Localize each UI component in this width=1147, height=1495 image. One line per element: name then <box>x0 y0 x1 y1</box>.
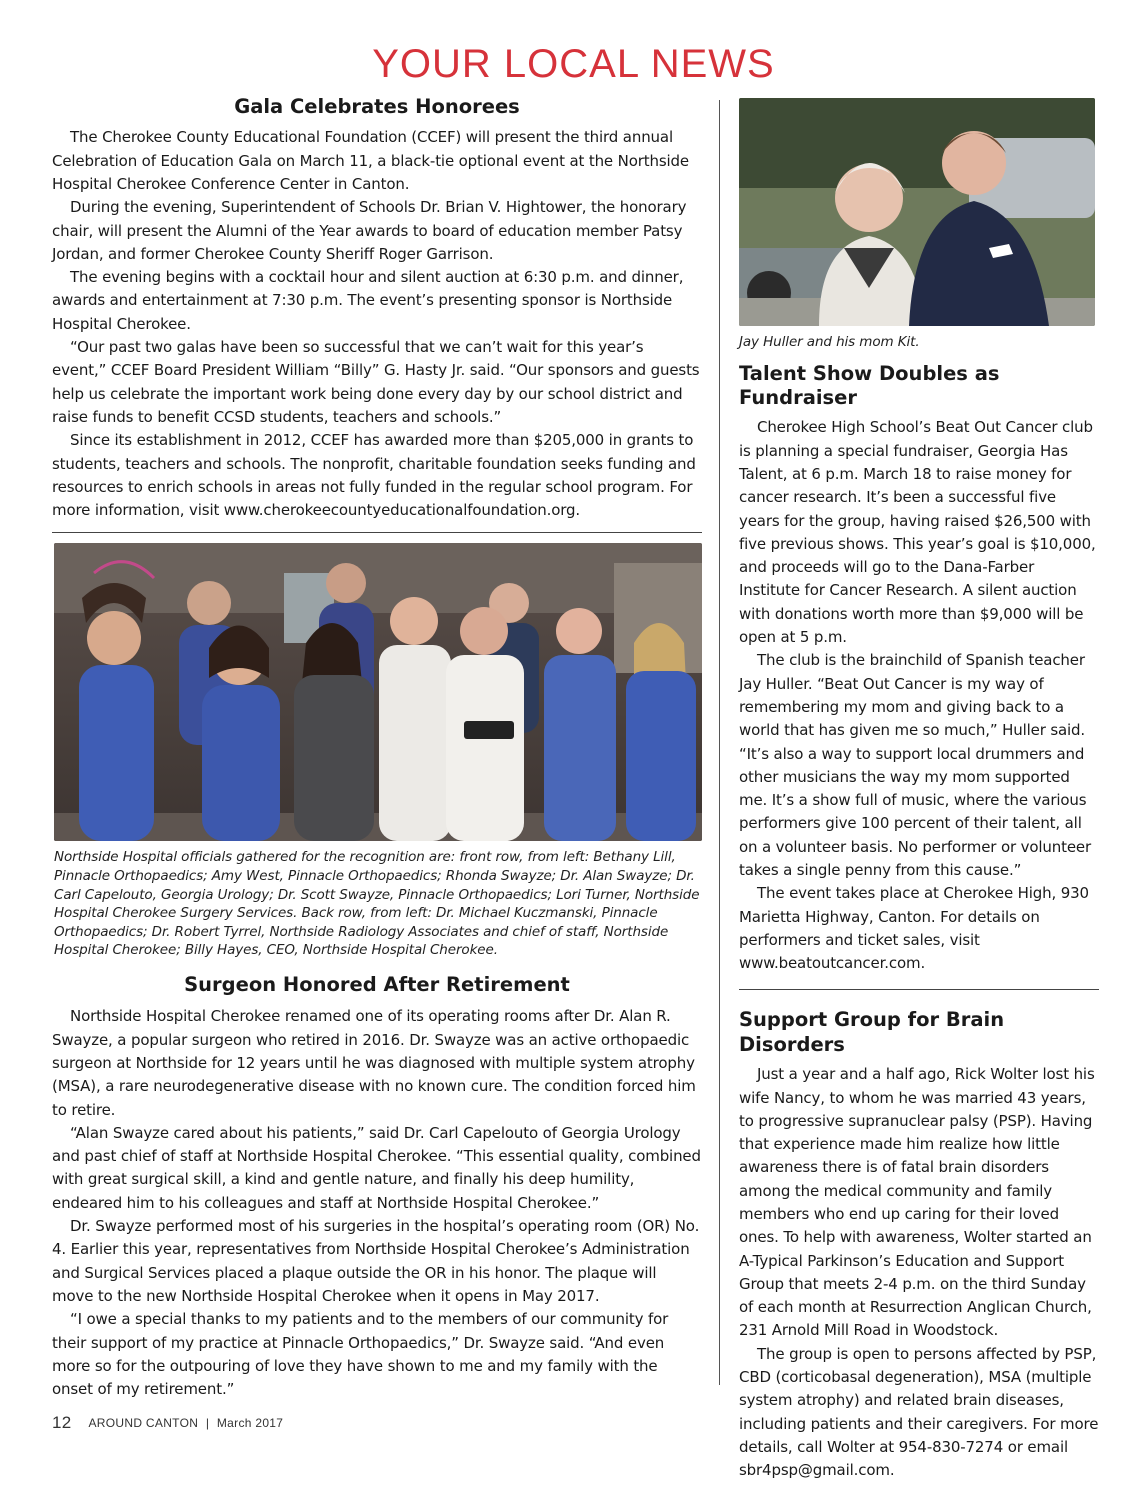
article-gala <box>52 95 702 522</box>
article-surgeon <box>52 973 702 1401</box>
paragraph: During the evening, Superintendent of Schools Dr. Brian V. Hightower, the honorary chair, will present the Alumni of the Year awards to board of education member Patsy Jordan, and former Cherokee County Sheriff Roger Garrison. <box>52 198 687 263</box>
huller-photo-image <box>739 98 1095 326</box>
paragraph: Northside Hospital Cherokee renamed one of its operating rooms after Dr. Alan R. Swayze, a popular surgeon who retired in 2016. Dr. Swayze was an active orthopaedic surgeon at Northside for 12 years until he was diagnosed with multiple system atrophy (MSA), a rare neurodegenerative disease with no known cure. The condition forced him to retire. <box>52 1007 696 1119</box>
paragraph: “Our past two galas have been so successful that we can’t wait for this year’s event,” CCEF Board President William “Billy” G. Hasty Jr. said. “Our sponsors and guests help us celebrate the important work being done every day by our school district and raise funds to benefit CCSD students, teachers and schools.” <box>52 338 700 426</box>
column-divider <box>719 100 720 1385</box>
right-column <box>739 95 1099 1483</box>
page-number: 12 <box>52 1413 72 1432</box>
paragraph: The club is the brainchild of Spanish teacher Jay Huller. “Beat Out Cancer is my way of remembering my mom and giving back to a world that has given me so much,” Huller said. “It’s also a way to support local drummers and other musicians the way my mom supported me. It’s a show full of music, where the various performers give 100 percent of their talent, all on a volunteer basis. No performer or volunteer takes a single penny from this cause.” <box>739 651 1091 879</box>
paragraph: Cherokee High School’s Beat Out Cancer club is planning a special fundraiser, Georgia Has Talent, at 6 p.m. March 18 to raise money for cancer research. It’s been a successful five years for the group, having raised $26,500 with five previous shows. This year’s goal is $10,000, and proceeds will go to the Dana-Farber Institute for Cancer Research. A silent auction with donations worth more than $9,000 will be open at 5 p.m. <box>739 418 1096 647</box>
paragraph: The event takes place at Cherokee High, 930 Marietta Highway, Canton. For details on performers and ticket sales, visit www.beatoutcancer.com. <box>739 884 1089 973</box>
group-photo-caption: Northside Hospital officials gathered for the recognition are: front row, from left: Bethany Lill, Pinnacle Orthopaedics; Amy West, Pinnacle Orthopaedics; Rhonda Swayze; Dr. Alan Swayze; Dr. Carl Capelouto, Georgia Urology; Dr. Scott Swayze, Pinnacle Orthopaedics; Lori Turner, Northside Hospital Cherokee Surgery Services. Back row, from left: Dr. Michael Kuczmanski, Pinnacle Orthopaedics; Dr. Robert Tyrrel, Northside Radiology Associates and chief of staff, Northside Hospital Cherokee; Billy Hayes, CEO, Northside Hospital Cherokee. <box>54 849 700 959</box>
page-footer <box>52 1413 283 1433</box>
headline-gala: Gala Celebrates Honorees <box>234 95 520 118</box>
publication-name: AROUND CANTON <box>88 1416 199 1430</box>
huller-photo-caption: Jay Huller and his mom Kit. <box>739 334 920 350</box>
footer-separator: | <box>205 1416 210 1430</box>
issue-date: March 2017 <box>216 1416 284 1430</box>
section-divider <box>739 989 1099 990</box>
paragraph: Since its establishment in 2012, CCEF has awarded more than $205,000 in grants to students, teachers and schools. The nonprofit, charitable foundation seeks funding and resources to enrich schools in areas not fully funded in the regular school program. For more information, visit www.cherokeecountyeducationalfoundation.org. <box>52 431 696 520</box>
left-column <box>52 95 702 1401</box>
paragraph: “Alan Swayze cared about his patients,” said Dr. Carl Capelouto of Georgia Urology and past chief of staff at Northside Hospital Cherokee. “This essential quality, combined with great surgical skill, a kind and gentle nature, and finally his deep humility, endeared him to his colleagues and staff at Northside Hospital Cherokee.” <box>52 1123 701 1212</box>
section-divider <box>52 532 702 533</box>
article-talent <box>739 362 1099 976</box>
paragraph: The evening begins with a cocktail hour and silent auction at 6:30 p.m. and dinner, awards and entertainment at 7:30 p.m. The event’s presenting sponsor is Northside Hospital Cherokee. <box>52 268 684 333</box>
paragraph: The group is open to persons affected by PSP, CBD (corticobasal degeneration), MSA (multiple system atrophy) and related brain diseases, including patients and their caregivers. For more details, call Wolter at 954-830-7274 or email sbr4psp@gmail.com. <box>739 1344 1099 1480</box>
section-masthead: YOUR LOCAL NEWS <box>372 42 775 86</box>
headline-support: Support Group for Brain Disorders <box>739 1008 1005 1056</box>
group-photo-image <box>54 543 702 841</box>
huller-photo <box>739 98 1095 326</box>
paragraph: “I owe a special thanks to my patients and to the members of our community for their support of my practice at Pinnacle Orthopaedics,” Dr. Swayze said. “And even more so for the outpouring of love they have shown to me and my family with the onset of my retirement.” <box>52 1310 669 1399</box>
group-photo <box>54 543 702 841</box>
headline-surgeon: Surgeon Honored After Retirement <box>184 972 570 996</box>
headline-talent: Talent Show Doubles as Fundraiser <box>739 361 1000 409</box>
article-support <box>739 1008 1099 1482</box>
paragraph: The Cherokee County Educational Foundation (CCEF) will present the third annual Celebration of Education Gala on March 11, a black-tie optional event at the Northside Hospital Cherokee Conference Center in Canton. <box>52 128 689 193</box>
paragraph: Just a year and a half ago, Rick Wolter lost his wife Nancy, to whom he was married 43 years, to progressive supranuclear palsy (PSP). Having that experience made him realize how little awareness there is of fatal brain disorders among the medical community and family members who end up caring for their loved ones. To help with awareness, Wolter started an A-Typical Parkinson’s Education and Support Group that meets 2-4 p.m. on the third Sunday of each month at Resurrection Anglican Church, 231 Arnold Mill Road in Woodstock. <box>739 1065 1095 1340</box>
paragraph: Dr. Swayze performed most of his surgeries in the hospital’s operating room (OR) No. 4. Earlier this year, representatives from Northside Hospital Cherokee’s Administration and Surgical Services placed a plaque outside the OR in his honor. The plaque will move to the new Northside Hospital Cherokee when it opens in May 2017. <box>52 1217 700 1305</box>
